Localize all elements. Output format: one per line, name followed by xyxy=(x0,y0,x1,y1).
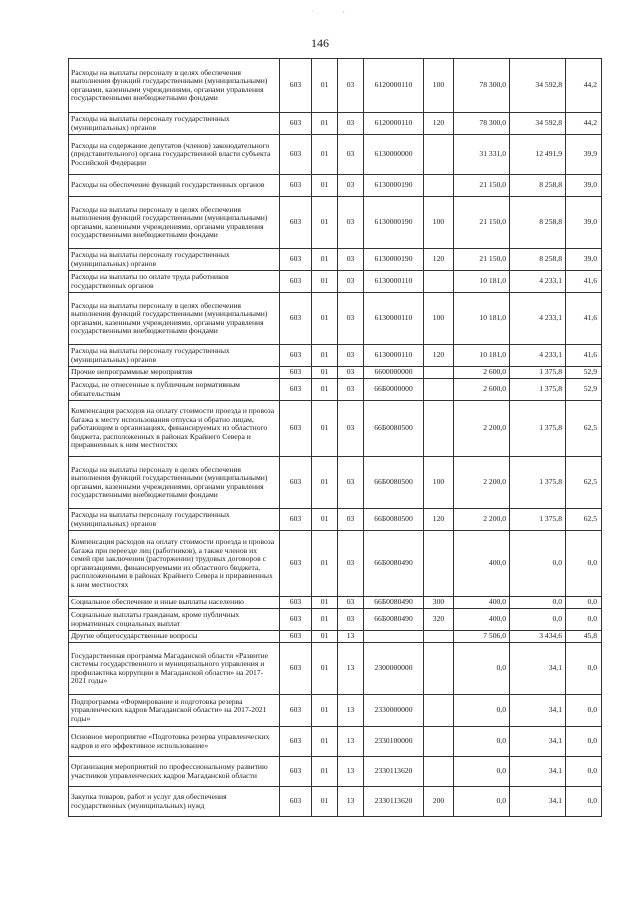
ved-code: 603 xyxy=(280,293,312,345)
planned-amount: 400,0 xyxy=(454,531,510,597)
execution-percent: 0,0 xyxy=(566,597,602,609)
table-row xyxy=(69,509,602,531)
section-code: 01 xyxy=(312,787,338,817)
expense-type-code xyxy=(424,695,454,727)
actual-amount: 1 375,8 xyxy=(510,509,566,531)
actual-amount: 3 434,6 xyxy=(510,631,566,643)
target-article-code: 66Б0080500 xyxy=(364,509,424,531)
ved-code: 603 xyxy=(280,379,312,401)
subsection-code: 03 xyxy=(338,401,364,457)
table-row xyxy=(69,197,602,249)
expense-type-code: 120 xyxy=(424,345,454,367)
expense-type-code: 100 xyxy=(424,59,454,113)
subsection-code: 03 xyxy=(338,345,364,367)
execution-percent: 62,5 xyxy=(566,509,602,531)
section-code: 01 xyxy=(312,249,338,271)
execution-percent: 0,0 xyxy=(566,787,602,817)
actual-amount: 34,1 xyxy=(510,787,566,817)
table-row xyxy=(69,367,602,379)
table-row xyxy=(69,401,602,457)
section-code: 01 xyxy=(312,367,338,379)
ved-code: 603 xyxy=(280,113,312,135)
section-code: 01 xyxy=(312,59,338,113)
table-row xyxy=(69,345,602,367)
table-row xyxy=(69,135,602,175)
execution-percent: 0,0 xyxy=(566,727,602,757)
actual-amount: 34 592,8 xyxy=(510,59,566,113)
planned-amount: 10 181,0 xyxy=(454,271,510,293)
actual-amount: 1 375,8 xyxy=(510,401,566,457)
target-article-code: 6130000190 xyxy=(364,249,424,271)
item-name: Подпрограмма «Формирование и подготовка резерва управленческих кадров Магаданской области» на 2017-2021 годы» xyxy=(69,695,280,727)
actual-amount: 34,1 xyxy=(510,757,566,787)
section-code: 01 xyxy=(312,345,338,367)
item-name: Расходы на выплаты персоналу в целях обеспечения выполнения функций государственными (муниципальными) органами, казенными учреждениями, органами управления государственными внебюджетными фондами xyxy=(69,293,280,345)
section-code: 01 xyxy=(312,643,338,695)
expense-type-code xyxy=(424,135,454,175)
expense-type-code xyxy=(424,379,454,401)
expense-type-code xyxy=(424,531,454,597)
ved-code: 603 xyxy=(280,367,312,379)
planned-amount: 78 300,0 xyxy=(454,59,510,113)
actual-amount: 1 375,8 xyxy=(510,379,566,401)
ved-code: 603 xyxy=(280,597,312,609)
subsection-code: 03 xyxy=(338,175,364,197)
table-row xyxy=(69,757,602,787)
item-name: Компенсация расходов на оплату стоимости проезда и провоза багажа к месту использования отпуска и обратно лицам, работающим в организациях, финансируемых из областного бюджета, расположенных в районах Крайнего Севера и приравненных к ним местностях xyxy=(69,401,280,457)
subsection-code: 13 xyxy=(338,727,364,757)
table-row xyxy=(69,631,602,643)
target-article-code: 2330113620 xyxy=(364,787,424,817)
expense-type-code: 120 xyxy=(424,113,454,135)
actual-amount: 8 258,8 xyxy=(510,175,566,197)
ved-code: 603 xyxy=(280,345,312,367)
actual-amount: 0,0 xyxy=(510,531,566,597)
item-name: Основное мероприятие «Подготовка резерва управленческих кадров и его эффективное использование» xyxy=(69,727,280,757)
section-code: 01 xyxy=(312,113,338,135)
target-article-code: 6120000110 xyxy=(364,59,424,113)
page-number: 146 xyxy=(311,36,329,50)
actual-amount: 34,1 xyxy=(510,727,566,757)
item-name: Социальное обеспечение и иные выплаты населению xyxy=(69,597,280,609)
planned-amount: 2 600,0 xyxy=(454,367,510,379)
planned-amount: 78 300,0 xyxy=(454,113,510,135)
table-row xyxy=(69,609,602,631)
expense-type-code xyxy=(424,175,454,197)
subsection-code: 03 xyxy=(338,609,364,631)
expense-type-code xyxy=(424,757,454,787)
execution-percent: 0,0 xyxy=(566,757,602,787)
subsection-code: 13 xyxy=(338,787,364,817)
item-name: Расходы на выплаты по оплате труда работников государственных органов xyxy=(69,271,280,293)
table-row xyxy=(69,643,602,695)
item-name: Расходы на обеспечение функций государственных органов xyxy=(69,175,280,197)
execution-percent: 39,0 xyxy=(566,175,602,197)
actual-amount: 34,1 xyxy=(510,643,566,695)
item-name: Государственная программа Магаданской области «Развитие системы государственного и муниципального управления и профилактика коррупции в Магаданской области» на 2017-2021 годы» xyxy=(69,643,280,695)
item-name: Расходы на выплаты персоналу государственных (муниципальных) органов xyxy=(69,509,280,531)
actual-amount: 1 375,8 xyxy=(510,457,566,509)
table-row xyxy=(69,727,602,757)
planned-amount: 2 600,0 xyxy=(454,379,510,401)
planned-amount: 31 331,0 xyxy=(454,135,510,175)
actual-amount: 8 258,8 xyxy=(510,249,566,271)
ved-code: 603 xyxy=(280,695,312,727)
target-article-code: 6130000110 xyxy=(364,271,424,293)
ved-code: 603 xyxy=(280,457,312,509)
ved-code: 603 xyxy=(280,631,312,643)
table-row xyxy=(69,457,602,509)
actual-amount: 0,0 xyxy=(510,609,566,631)
planned-amount: 0,0 xyxy=(454,643,510,695)
target-article-code: 6130000110 xyxy=(364,293,424,345)
ved-code: 603 xyxy=(280,727,312,757)
execution-percent: 62,5 xyxy=(566,401,602,457)
planned-amount: 10 181,0 xyxy=(454,345,510,367)
expense-type-code: 120 xyxy=(424,249,454,271)
target-article-code: 2330113620 xyxy=(364,757,424,787)
actual-amount: 4 233,1 xyxy=(510,271,566,293)
execution-percent: 44,2 xyxy=(566,59,602,113)
ved-code: 603 xyxy=(280,249,312,271)
item-name: Расходы на выплаты персоналу государственных (муниципальных) органов xyxy=(69,113,280,135)
section-code: 01 xyxy=(312,631,338,643)
actual-amount: 34 592,8 xyxy=(510,113,566,135)
actual-amount: 4 233,1 xyxy=(510,345,566,367)
target-article-code xyxy=(364,631,424,643)
subsection-code: 03 xyxy=(338,113,364,135)
ved-code: 603 xyxy=(280,643,312,695)
target-article-code: 66Б0080490 xyxy=(364,609,424,631)
planned-amount: 400,0 xyxy=(454,609,510,631)
planned-amount: 21 150,0 xyxy=(454,175,510,197)
section-code: 01 xyxy=(312,271,338,293)
ved-code: 603 xyxy=(280,271,312,293)
section-code: 01 xyxy=(312,609,338,631)
item-name: Расходы, не отнесенные к публичным нормативным обязательствам xyxy=(69,379,280,401)
table-row xyxy=(69,787,602,817)
subsection-code: 13 xyxy=(338,631,364,643)
table-row xyxy=(69,249,602,271)
expense-type-code xyxy=(424,631,454,643)
scan-marks: . , xyxy=(312,8,359,14)
ved-code: 603 xyxy=(280,59,312,113)
section-code: 01 xyxy=(312,175,338,197)
item-name: Расходы на выплаты персоналу в целях обеспечения выполнения функций государственными (муниципальными) органами, казенными учреждениями, органами управления государственными внебюджетными фондами xyxy=(69,197,280,249)
planned-amount: 21 150,0 xyxy=(454,249,510,271)
item-name: Расходы на выплаты персоналу в целях обеспечения выполнения функций государственными (муниципальными) органами, казенными учреждениями, органами управления государственными внебюджетными фондами xyxy=(69,457,280,509)
budget-table xyxy=(68,58,602,817)
subsection-code: 03 xyxy=(338,597,364,609)
execution-percent: 52,9 xyxy=(566,379,602,401)
section-code: 01 xyxy=(312,597,338,609)
expense-type-code xyxy=(424,727,454,757)
execution-percent: 41,6 xyxy=(566,271,602,293)
execution-percent: 39,0 xyxy=(566,197,602,249)
subsection-code: 03 xyxy=(338,197,364,249)
subsection-code: 03 xyxy=(338,293,364,345)
item-name: Социальные выплаты гражданам, кроме публичных нормативных социальных выплат xyxy=(69,609,280,631)
target-article-code: 2330100000 xyxy=(364,727,424,757)
expense-type-code xyxy=(424,367,454,379)
expense-type-code: 100 xyxy=(424,293,454,345)
item-name: Расходы на выплаты персоналу государственных (муниципальных) органов xyxy=(69,345,280,367)
actual-amount: 1 375,8 xyxy=(510,367,566,379)
item-name: Организация мероприятий по профессиональному развитию участников управленческих кадров Магаданской области xyxy=(69,757,280,787)
target-article-code: 6130000190 xyxy=(364,175,424,197)
target-article-code: 66Б0080490 xyxy=(364,531,424,597)
subsection-code: 13 xyxy=(338,643,364,695)
table-row xyxy=(69,59,602,113)
subsection-code: 03 xyxy=(338,531,364,597)
section-code: 01 xyxy=(312,757,338,787)
target-article-code: 6130000110 xyxy=(364,345,424,367)
target-article-code: 66Б0080500 xyxy=(364,457,424,509)
ved-code: 603 xyxy=(280,509,312,531)
actual-amount: 0,0 xyxy=(510,597,566,609)
planned-amount: 7 506,0 xyxy=(454,631,510,643)
item-name: Прочие непрограммные мероприятия xyxy=(69,367,280,379)
table-row xyxy=(69,175,602,197)
target-article-code: 2300000000 xyxy=(364,643,424,695)
target-article-code: 6130000190 xyxy=(364,197,424,249)
planned-amount: 0,0 xyxy=(454,787,510,817)
execution-percent: 62,5 xyxy=(566,457,602,509)
target-article-code: 6120000110 xyxy=(364,113,424,135)
planned-amount: 0,0 xyxy=(454,757,510,787)
ved-code: 603 xyxy=(280,787,312,817)
section-code: 01 xyxy=(312,531,338,597)
target-article-code: 66Б0000000 xyxy=(364,379,424,401)
subsection-code: 03 xyxy=(338,509,364,531)
expense-type-code: 120 xyxy=(424,509,454,531)
section-code: 01 xyxy=(312,457,338,509)
section-code: 01 xyxy=(312,695,338,727)
planned-amount: 2 200,0 xyxy=(454,457,510,509)
execution-percent: 52,9 xyxy=(566,367,602,379)
ved-code: 603 xyxy=(280,135,312,175)
subsection-code: 03 xyxy=(338,271,364,293)
planned-amount: 21 150,0 xyxy=(454,197,510,249)
item-name: Закупка товаров, работ и услуг для обеспечения государственных (муниципальных) нужд xyxy=(69,787,280,817)
target-article-code: 6130000000 xyxy=(364,135,424,175)
execution-percent: 0,0 xyxy=(566,643,602,695)
execution-percent: 0,0 xyxy=(566,531,602,597)
section-code: 01 xyxy=(312,727,338,757)
execution-percent: 41,6 xyxy=(566,345,602,367)
expense-type-code xyxy=(424,401,454,457)
subsection-code: 13 xyxy=(338,757,364,787)
ved-code: 603 xyxy=(280,609,312,631)
expense-type-code: 320 xyxy=(424,609,454,631)
item-name: Другие общегосударственные вопросы xyxy=(69,631,280,643)
item-name: Компенсация расходов на оплату стоимости проезда и провоза багажа при переезде лиц (работников), а также членов их семей при заключении (расторжении) трудовых договоров с организациями, финансируемыми из областного бюджета, расположенными в районах Крайнего Севера и приравненных к ним местностях xyxy=(69,531,280,597)
section-code: 01 xyxy=(312,293,338,345)
ved-code: 603 xyxy=(280,757,312,787)
item-name: Расходы на выплаты персоналу государственных (муниципальных) органов xyxy=(69,249,280,271)
planned-amount: 0,0 xyxy=(454,695,510,727)
target-article-code: 66Б0080500 xyxy=(364,401,424,457)
table-row xyxy=(69,597,602,609)
planned-amount: 10 181,0 xyxy=(454,293,510,345)
ved-code: 603 xyxy=(280,175,312,197)
target-article-code: 66Б0080490 xyxy=(364,597,424,609)
section-code: 01 xyxy=(312,379,338,401)
target-article-code: 2330000000 xyxy=(364,695,424,727)
planned-amount: 2 200,0 xyxy=(454,401,510,457)
section-code: 01 xyxy=(312,401,338,457)
execution-percent: 39,9 xyxy=(566,135,602,175)
subsection-code: 03 xyxy=(338,59,364,113)
ved-code: 603 xyxy=(280,531,312,597)
section-code: 01 xyxy=(312,135,338,175)
ved-code: 603 xyxy=(280,401,312,457)
actual-amount: 8 258,8 xyxy=(510,197,566,249)
expense-type-code: 100 xyxy=(424,457,454,509)
table-row xyxy=(69,695,602,727)
subsection-code: 03 xyxy=(338,135,364,175)
execution-percent: 0,0 xyxy=(566,695,602,727)
planned-amount: 0,0 xyxy=(454,727,510,757)
section-code: 01 xyxy=(312,197,338,249)
target-article-code: 6600000000 xyxy=(364,367,424,379)
expense-type-code: 300 xyxy=(424,597,454,609)
execution-percent: 39,0 xyxy=(566,249,602,271)
table-row xyxy=(69,113,602,135)
subsection-code: 03 xyxy=(338,367,364,379)
table-row xyxy=(69,293,602,345)
table-row xyxy=(69,531,602,597)
actual-amount: 4 233,1 xyxy=(510,293,566,345)
actual-amount: 12 491,9 xyxy=(510,135,566,175)
item-name: Расходы на содержание депутатов (членов) законодательного (представительного) органа государственной власти субъекта Российской Федерации xyxy=(69,135,280,175)
subsection-code: 03 xyxy=(338,457,364,509)
expense-type-code: 100 xyxy=(424,197,454,249)
planned-amount: 2 200,0 xyxy=(454,509,510,531)
expense-type-code: 200 xyxy=(424,787,454,817)
item-name: Расходы на выплаты персоналу в целях обеспечения выполнения функций государственными (муниципальными) органами, казенными учреждениями, органами управления государственными внебюджетными фондами xyxy=(69,59,280,113)
subsection-code: 03 xyxy=(338,379,364,401)
table-row xyxy=(69,379,602,401)
section-code: 01 xyxy=(312,509,338,531)
expense-type-code xyxy=(424,643,454,695)
subsection-code: 13 xyxy=(338,695,364,727)
expense-type-code xyxy=(424,271,454,293)
table-row xyxy=(69,271,602,293)
execution-percent: 0,0 xyxy=(566,609,602,631)
execution-percent: 41,6 xyxy=(566,293,602,345)
execution-percent: 44,2 xyxy=(566,113,602,135)
actual-amount: 34,1 xyxy=(510,695,566,727)
planned-amount: 400,0 xyxy=(454,597,510,609)
subsection-code: 03 xyxy=(338,249,364,271)
execution-percent: 45,8 xyxy=(566,631,602,643)
ved-code: 603 xyxy=(280,197,312,249)
